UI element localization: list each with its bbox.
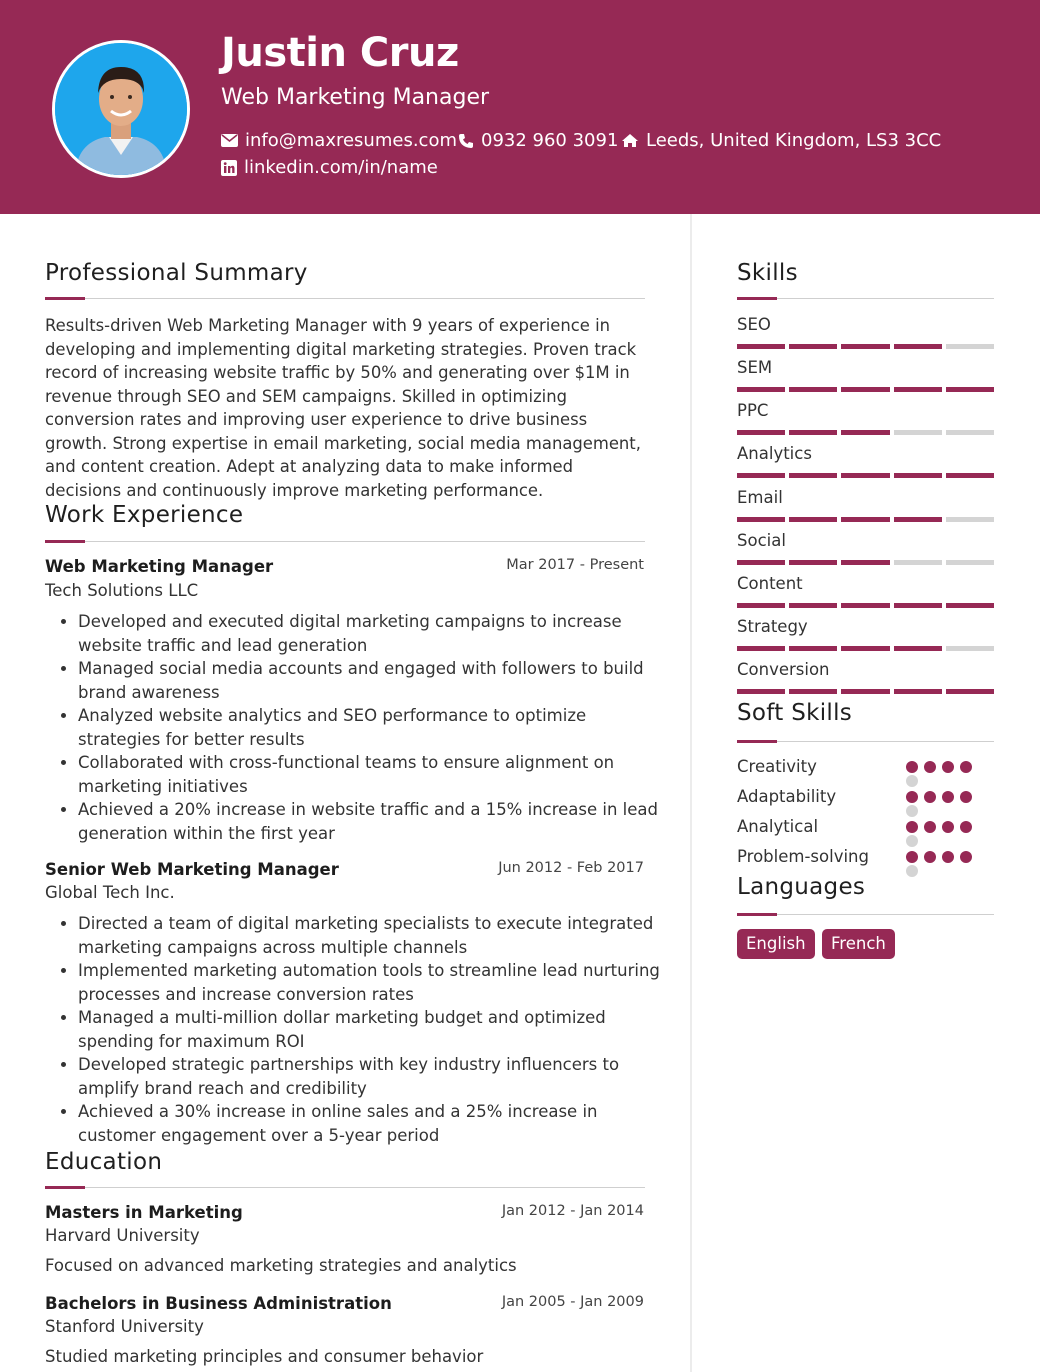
skill-level-segment — [946, 387, 994, 392]
skill-level-bar — [737, 560, 994, 565]
skill-level-segment — [841, 517, 889, 522]
skill-level-bar — [737, 430, 994, 435]
rating-dot — [960, 761, 972, 773]
skill-level-segment — [841, 646, 889, 651]
job-bullets — [58, 610, 668, 845]
job-title: Web Marketing Manager — [45, 557, 274, 576]
rating-dot — [906, 821, 918, 833]
language-badge: English — [737, 929, 815, 959]
degree-description: Studied marketing principles and consumer behavior — [45, 1347, 484, 1366]
school-name: Harvard University — [45, 1226, 200, 1245]
rating-dot — [960, 821, 972, 833]
job-bullets — [58, 912, 668, 1147]
skill-level-segment — [841, 430, 889, 435]
skill-level-bar — [737, 344, 994, 349]
skill-level-segment — [946, 344, 994, 349]
skill-name: Analytics — [737, 444, 812, 463]
soft-skill-name: Adaptability — [737, 787, 837, 806]
soft-skill-rating — [906, 821, 986, 847]
skill-level-segment — [737, 473, 785, 478]
skill-level-segment — [789, 517, 837, 522]
skill-name: Conversion — [737, 660, 830, 679]
section-title-summary: Professional Summary — [45, 260, 308, 286]
section-accent — [737, 913, 777, 916]
skill-level-segment — [894, 603, 942, 608]
section-title-education: Education — [45, 1149, 163, 1175]
degree-description: Focused on advanced marketing strategies and analytics — [45, 1256, 517, 1275]
skill-level-segment — [946, 603, 994, 608]
rating-dot — [924, 791, 936, 803]
rating-dot — [942, 761, 954, 773]
rating-dot — [906, 835, 918, 847]
section-title-languages: Languages — [737, 874, 866, 900]
soft-skill-rating — [906, 791, 986, 817]
rating-dot — [942, 851, 954, 863]
rating-dot — [960, 791, 972, 803]
skill-level-segment — [841, 387, 889, 392]
skill-name: SEO — [737, 315, 771, 334]
location-text: Leeds, United Kingdom, LS3 3CC — [646, 130, 942, 151]
school-name: Stanford University — [45, 1317, 204, 1336]
skill-level-segment — [946, 430, 994, 435]
section-accent — [45, 297, 85, 300]
section-rule — [45, 298, 645, 299]
skill-level-segment — [841, 689, 889, 694]
skill-level-bar — [737, 473, 994, 478]
job-bullet: • Managed a multi-million dollar marketing budget and optimized spending for maximum ROI — [78, 1006, 668, 1053]
skill-level-segment — [737, 603, 785, 608]
rating-dot — [906, 775, 918, 787]
rating-dot — [924, 821, 936, 833]
job-bullet: • Developed and executed digital marketing campaigns to increase website traffic and lead generation — [78, 610, 668, 657]
skill-level-segment — [894, 517, 942, 522]
section-accent — [737, 297, 777, 300]
degree-dates: Jan 2012 - Jan 2014 — [501, 1203, 644, 1219]
skill-level-segment — [789, 689, 837, 694]
skill-level-segment — [894, 646, 942, 651]
linkedin-icon — [221, 160, 237, 176]
job-company: Tech Solutions LLC — [45, 581, 199, 600]
phone-icon — [458, 133, 474, 149]
rating-dot — [960, 851, 972, 863]
skill-level-bar — [737, 646, 994, 651]
rating-dot — [906, 865, 918, 877]
section-rule — [45, 541, 645, 542]
skill-level-bar — [737, 603, 994, 608]
rating-dot — [906, 805, 918, 817]
skill-level-segment — [789, 387, 837, 392]
section-accent — [737, 740, 777, 743]
job-bullet: • Collaborated with cross-functional teams to ensure alignment on marketing initiatives — [78, 751, 668, 798]
skill-level-segment — [946, 517, 994, 522]
envelope-icon — [221, 134, 238, 147]
column-divider — [690, 214, 692, 1372]
job-bullet: • Achieved a 30% increase in online sales and a 25% increase in customer engagement over a 5-year period — [78, 1100, 668, 1147]
section-accent — [45, 1186, 85, 1189]
contact-linkedin[interactable] — [221, 157, 438, 178]
skill-level-segment — [894, 430, 942, 435]
skill-level-segment — [894, 560, 942, 565]
rating-dot — [906, 851, 918, 863]
rating-dot — [906, 761, 918, 773]
skill-level-segment — [737, 517, 785, 522]
skill-name: Content — [737, 574, 803, 593]
home-icon — [621, 133, 639, 148]
skill-level-segment — [737, 387, 785, 392]
rating-dot — [924, 761, 936, 773]
candidate-title: Web Marketing Manager — [221, 85, 490, 110]
skill-level-segment — [789, 430, 837, 435]
job-company: Global Tech Inc. — [45, 883, 175, 902]
section-rule — [45, 1187, 645, 1188]
candidate-name: Justin Cruz — [221, 30, 459, 76]
linkedin-text: linkedin.com/in/name — [244, 157, 438, 178]
person-photo-icon — [55, 43, 187, 175]
skill-level-segment — [946, 689, 994, 694]
skill-level-segment — [946, 560, 994, 565]
job-dates: Jun 2012 - Feb 2017 — [498, 860, 644, 876]
phone-text: 0932 960 3091 — [481, 130, 619, 151]
skill-level-segment — [894, 689, 942, 694]
section-title-soft-skills: Soft Skills — [737, 700, 853, 726]
skill-level-segment — [789, 473, 837, 478]
skill-name: Social — [737, 531, 786, 550]
rating-dot — [906, 791, 918, 803]
degree-title: Masters in Marketing — [45, 1203, 243, 1222]
rating-dot — [942, 791, 954, 803]
job-bullet: • Achieved a 20% increase in website traffic and a 15% increase in lead generation within the first year — [78, 798, 668, 845]
skill-level-segment — [946, 473, 994, 478]
skill-level-segment — [841, 473, 889, 478]
job-bullet: • Managed social media accounts and engaged with followers to build brand awareness — [78, 657, 668, 704]
skill-name: Email — [737, 488, 783, 507]
skill-level-segment — [789, 344, 837, 349]
skill-level-segment — [894, 344, 942, 349]
soft-skill-rating — [906, 761, 986, 787]
resume-header — [0, 0, 1040, 214]
job-bullet: • Analyzed website analytics and SEO performance to optimize strategies for better results — [78, 704, 668, 751]
rating-dot — [942, 821, 954, 833]
job-bullet: • Implemented marketing automation tools to streamline lead nurturing processes and increase conversion rates — [78, 959, 668, 1006]
degree-title: Bachelors in Business Administration — [45, 1294, 392, 1313]
skill-level-segment — [737, 689, 785, 694]
summary-text: Results-driven Web Marketing Manager with 9 years of experience in developing and implementing digital marketing strategies. Proven track record of increasing website traffic by 50% and generating over $1M in revenue through SEO and SEM campaigns. Skilled in optimizing conversion rates and improving user experience to drive business growth. Strong expertise in email marketing, social media management, and content creation. Adept at analyzing data to make informed decisions and continuously improve marketing performance. — [45, 316, 641, 500]
contact-location — [621, 130, 941, 151]
skill-level-segment — [737, 646, 785, 651]
job-title: Senior Web Marketing Manager — [45, 860, 339, 879]
skill-level-segment — [789, 646, 837, 651]
rating-dot — [924, 851, 936, 863]
skill-level-segment — [841, 603, 889, 608]
job-bullet: • Developed strategic partnerships with key industry influencers to amplify brand reach and credibility — [78, 1053, 668, 1100]
section-accent — [45, 540, 85, 543]
skill-level-segment — [946, 646, 994, 651]
skill-level-segment — [737, 560, 785, 565]
skill-level-segment — [789, 603, 837, 608]
skill-name: Strategy — [737, 617, 808, 636]
soft-skill-name: Problem-solving — [737, 847, 869, 866]
skill-level-bar — [737, 387, 994, 392]
skill-level-segment — [737, 430, 785, 435]
section-title-skills: Skills — [737, 260, 798, 286]
skill-level-segment — [841, 344, 889, 349]
soft-skill-name: Creativity — [737, 757, 817, 776]
section-title-experience: Work Experience — [45, 502, 244, 528]
skill-name: SEM — [737, 358, 773, 377]
job-dates: Mar 2017 - Present — [506, 557, 644, 573]
language-badge: French — [822, 929, 895, 959]
skill-level-segment — [841, 560, 889, 565]
skill-level-segment — [894, 387, 942, 392]
soft-skill-rating — [906, 851, 986, 877]
skill-level-segment — [894, 473, 942, 478]
contact-phone[interactable] — [458, 130, 618, 151]
skill-level-bar — [737, 517, 994, 522]
email-text: info@maxresumes.com — [245, 130, 457, 151]
degree-dates: Jan 2005 - Jan 2009 — [501, 1294, 644, 1310]
job-bullet: • Directed a team of digital marketing specialists to execute integrated marketing campaigns across multiple channels — [78, 912, 668, 959]
skill-name: PPC — [737, 401, 769, 420]
profile-photo — [52, 40, 190, 178]
skill-level-segment — [789, 560, 837, 565]
contact-email[interactable] — [221, 130, 457, 151]
skill-level-segment — [737, 344, 785, 349]
soft-skill-name: Analytical — [737, 817, 819, 836]
skill-level-bar — [737, 689, 994, 694]
